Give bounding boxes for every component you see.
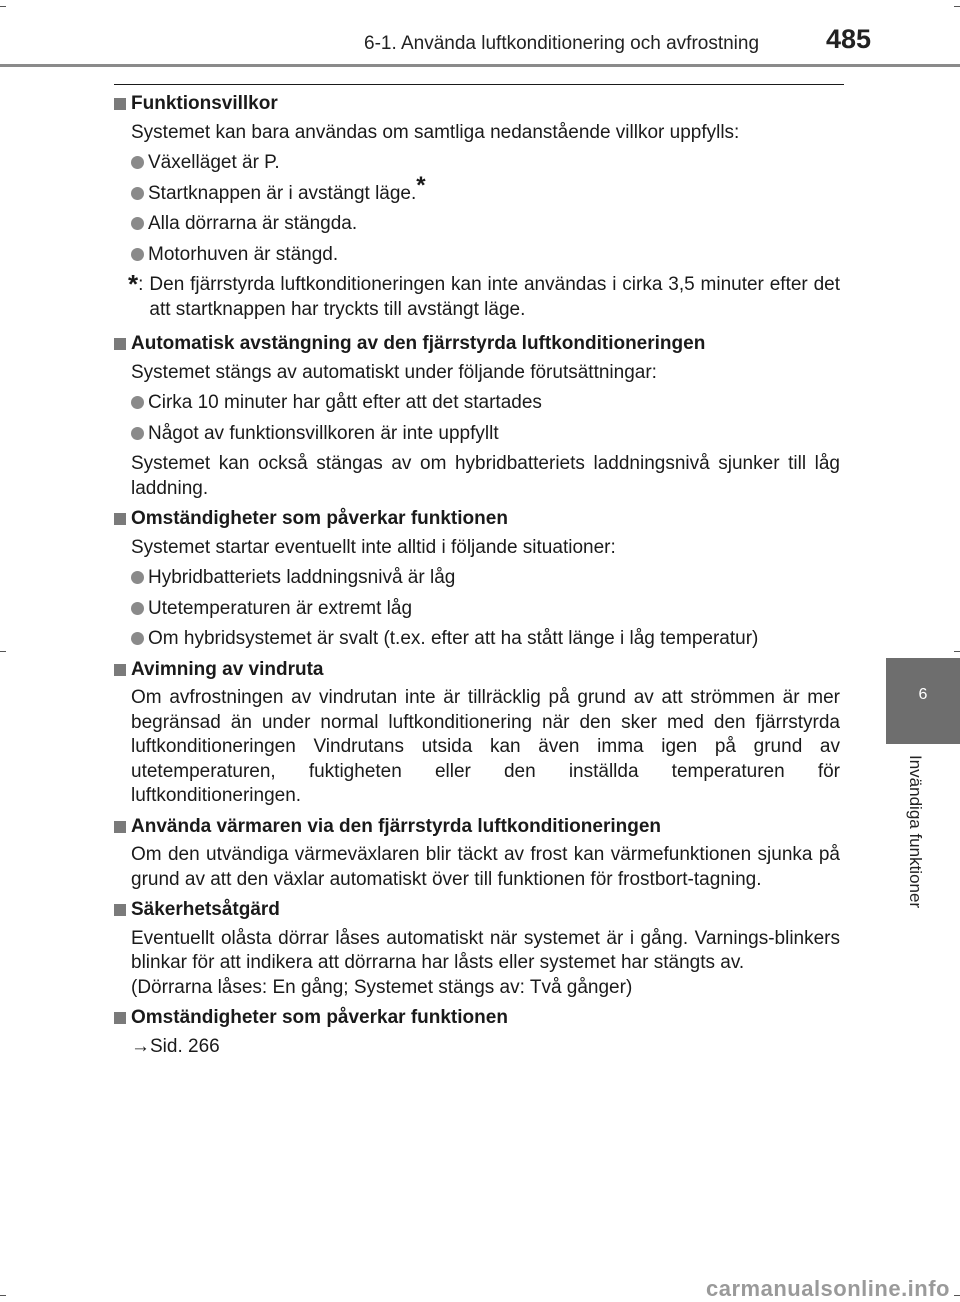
crop-mark <box>0 1295 6 1296</box>
section-omstandigheter-ref <box>114 1006 840 1059</box>
section-heading <box>114 507 840 532</box>
chapter-label-text: Invändiga funktioner <box>906 755 925 909</box>
list-item-text: Utetemperaturen är extremt låg <box>148 597 413 619</box>
content-top-rule <box>114 84 844 85</box>
list-item <box>131 151 840 176</box>
section-intro: Systemet stängs av automatiskt under följande förutsättningar: <box>131 361 657 383</box>
bullet-dot-icon <box>131 602 144 615</box>
section-heading <box>114 815 840 840</box>
bullet-dot-icon <box>131 396 144 409</box>
section-heading-text: Omständigheter som påverkar funktionen <box>131 1007 508 1028</box>
chapter-number: 6 <box>918 686 928 703</box>
list-item <box>131 171 840 207</box>
section-anvanda-varmaren <box>114 815 840 893</box>
footnote <box>128 269 840 322</box>
footnote-mark: * <box>128 269 139 299</box>
section-avimning <box>114 658 840 809</box>
square-bullet-icon <box>114 1012 126 1024</box>
section-heading-text: Avimning av vindruta <box>131 658 324 680</box>
section-body: Eventuellt olåsta dörrar låses automatiskt när systemet är i gång. Varnings-blinkers blinkar för att indikera att dörrarna har låsts eller systemet har stängts av. <box>131 927 840 973</box>
list-item <box>131 391 840 416</box>
bullet-dot-icon <box>131 632 144 645</box>
bullet-dot-icon <box>131 248 144 261</box>
bullet-dot-icon <box>131 427 144 440</box>
chapter-tab <box>886 658 960 744</box>
section-heading-text: Omständigheter som påverkar funktionen <box>131 508 508 529</box>
square-bullet-icon <box>114 664 126 676</box>
section-heading <box>114 658 840 683</box>
asterisk-marker: * <box>416 171 426 199</box>
footnote-colon: : <box>138 274 144 295</box>
header-rule <box>0 64 960 67</box>
main-content <box>114 92 840 1065</box>
square-bullet-icon <box>114 904 126 916</box>
section-omstandigheter <box>114 507 840 652</box>
square-bullet-icon <box>114 513 126 525</box>
section-heading <box>114 898 840 923</box>
section-heading <box>114 92 840 117</box>
section-heading-text: Funktionsvillkor <box>131 93 278 114</box>
list-item <box>131 422 840 447</box>
chapter-label <box>905 755 925 935</box>
square-bullet-icon <box>114 98 126 110</box>
list-item <box>131 566 840 591</box>
list-item-text: Växelläget är P. <box>148 152 280 173</box>
list-item-text: Cirka 10 minuter har gått efter att det startades <box>148 392 542 413</box>
list-item <box>131 243 840 268</box>
square-bullet-icon <box>114 338 126 350</box>
list-item-text: Startknappen är i avstängt läge. <box>148 182 417 204</box>
section-automatisk-avstangning <box>114 332 840 501</box>
section-body: Om den utvändiga värmeväxlaren blir täckt av frost kan värmefunktionen sjunka på grund av att den växlar automatiskt över till funktionen för frostbort-tagning. <box>131 844 840 890</box>
section-heading-text: Automatisk avstängning av den fjärrstyrda luftkonditioneringen <box>131 333 706 354</box>
bullet-dot-icon <box>131 217 144 230</box>
page-number: 485 <box>826 24 872 54</box>
bullet-dot-icon <box>131 187 144 200</box>
list-item-text: Hybridbatteriets laddningsnivå är låg <box>148 567 456 588</box>
crop-mark <box>0 651 6 652</box>
footnote-text: Den fjärrstyrda luftkonditioneringen kan inte användas i cirka 3,5 minuter efter det att startknappen har tryckts till avstängt läge. <box>149 274 840 320</box>
section-outro: Systemet kan också stängas av om hybridbatteriets laddningsnivå sjunker till låg laddning. <box>131 453 840 499</box>
bullet-dot-icon <box>131 156 144 169</box>
section-heading <box>114 332 840 357</box>
bullet-dot-icon <box>131 571 144 584</box>
list-item <box>131 627 840 652</box>
section-intro: Systemet startar eventuellt inte alltid i följande situationer: <box>131 536 616 558</box>
page-header <box>0 0 960 70</box>
section-heading-text: Använda värmaren via den fjärrstyrda luftkonditioneringen <box>131 815 662 837</box>
list-item-text: Motorhuven är stängd. <box>148 243 339 265</box>
list-item <box>131 597 840 622</box>
page-reference-link[interactable]: →Sid. 266 <box>131 1035 220 1057</box>
section-body: Om avfrostningen av vindrutan inte är tillräcklig på grund av att strömmen är mer begränsad än under normal luftkonditionering när den sker med den fjärrstyrda luftkonditioneringen Vindrutans utsida kan även imma igen på grund av utetemperaturen, fuktigheten eller den inställda temperaturen för luftkonditioneringen. <box>131 687 840 806</box>
list-item-text: Något av funktionsvillkoren är inte uppfyllt <box>148 422 499 444</box>
square-bullet-icon <box>114 821 126 833</box>
crop-mark <box>954 1295 960 1296</box>
watermark-text: carmanualsonline.info <box>706 1276 950 1301</box>
list-item <box>131 212 840 237</box>
crop-mark <box>954 651 960 652</box>
section-heading-text: Säkerhetsåtgärd <box>131 899 280 920</box>
section-funktionsvillkor <box>114 92 840 322</box>
header-section-title: 6-1. Använda luftkonditionering och avfrostning <box>364 33 760 54</box>
section-intro: Systemet kan bara användas om samtliga nedanstående villkor uppfylls: <box>131 121 740 143</box>
section-heading <box>114 1006 840 1031</box>
list-item-text: Alla dörrarna är stängda. <box>148 213 358 234</box>
list-item-text: Om hybridsystemet är svalt (t.ex. efter att ha stått länge i låg temperatur) <box>148 628 759 649</box>
section-note: (Dörrarna låses: En gång; Systemet stängs av: Två gånger) <box>131 976 633 998</box>
section-sakerhetsatgard <box>114 898 840 1000</box>
